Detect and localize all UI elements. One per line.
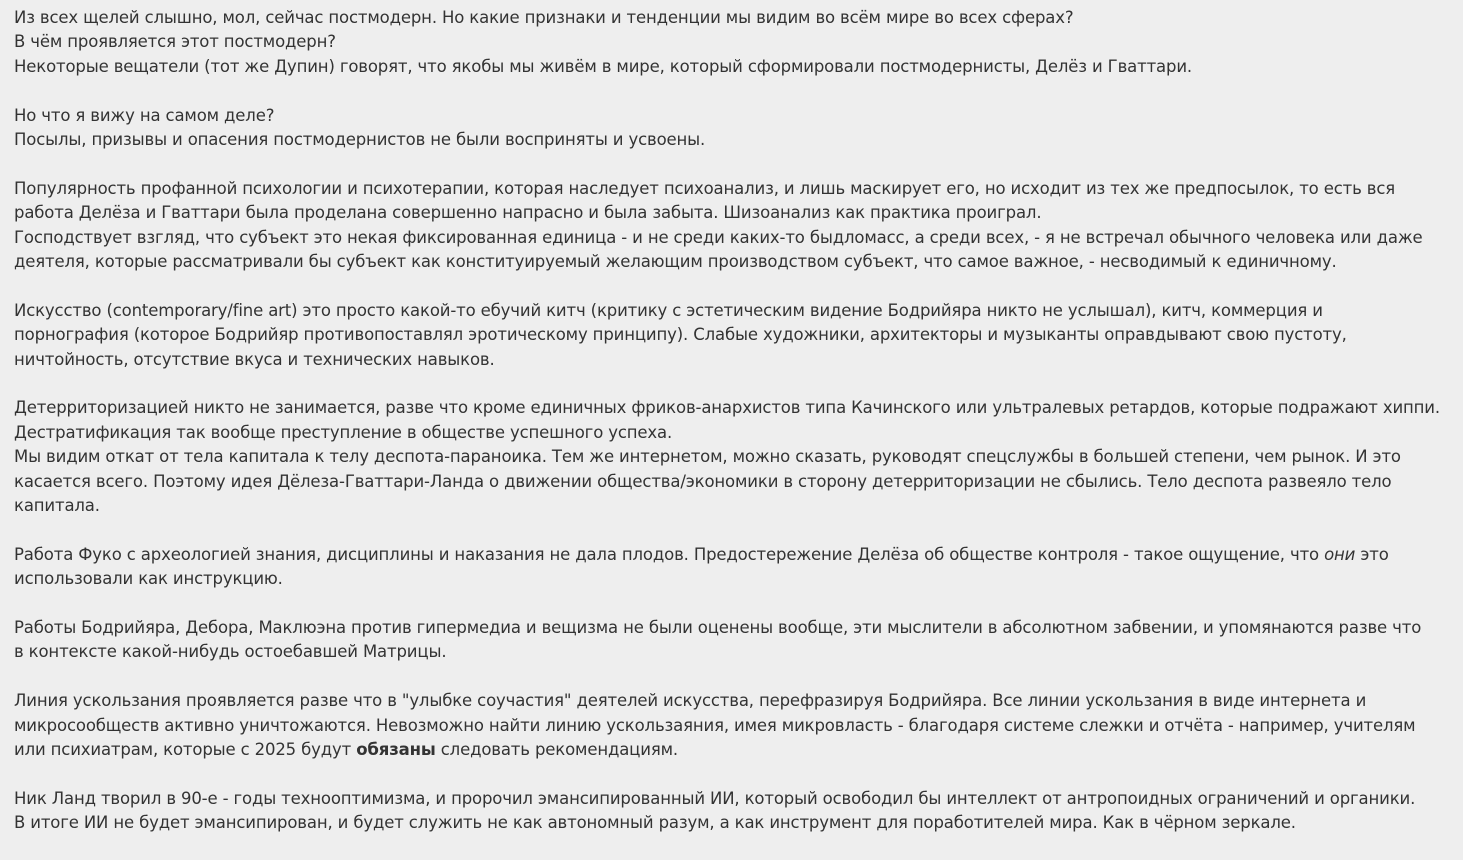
text-line: Дестратификация так вообще преступление в обществе успешного успеха.: [14, 422, 673, 442]
text-line: Искусство (contemporary/fine art) это просто какой-то ебучий китч (критику с эстетическим видение Бодрийяра никто не услышал), китч, коммерция и: [14, 300, 1323, 320]
text-line: Ник Ланд творил в 90-е - годы технооптимизма, и пророчил эмансипированный ИИ, который освободил бы интеллект от антропоидных ограничений и органики.: [14, 788, 1416, 808]
paragraph: [14, 6, 1454, 79]
post-body: [14, 6, 1454, 860]
text-line: [14, 543, 1454, 567]
text-line: Из всех щелей слышно, мол, сейчас постмодерн. Но какие признаки и тенденции мы видим во всём мире во всех сферах?: [14, 8, 1074, 27]
text-line: капитала.: [14, 496, 100, 516]
text-segment: Работа Фуко с археологией знания, дисциплины и наказания не дала плодов. Предостережение Делёза об обществе контроля - такое ощущение, что: [14, 544, 1325, 564]
text-line: Господствует взгляд, что субъект это некая фиксированная единица - и не среди каких-то быдломасс, а среди всех, - я не встречал обычного человека или даже: [14, 227, 1423, 247]
text-line: Работы Бодрийяра, Дебора, Маклюэна против гипермедиа и вещизма не были оценены вообще, эти мыслители в абсолютном забвении, и упомянаются разве что: [14, 618, 1422, 638]
text-line: ничтойность, отсутствие вкуса и технических навыков.: [14, 349, 495, 369]
paragraph: [14, 177, 1454, 275]
paragraph: [14, 616, 1454, 665]
text-line: микросообществ активно уничтожаются. Невозможно найти линию ускользаяния, имея микровласть - благодаря системе слежки и отчёта - например, учителям: [14, 715, 1416, 735]
bold-emphasis: обязаны: [356, 740, 436, 760]
text-line: [14, 738, 1454, 762]
paragraph: [14, 299, 1454, 372]
text-line: порнография (которое Бодрийяр противопоставлял эротическому принципу). Слабые художники, архитекторы и музыканты оправдывают свою пустоту,: [14, 325, 1347, 345]
paragraph: [14, 104, 1454, 153]
text-line: в контексте какой-нибудь остоебавшей Матрицы.: [14, 642, 447, 662]
text-line: деятеля, которые рассматривали бы субъект как конституируемый желающим производством субъект, что самое важное, - несводимый к единичному.: [14, 252, 1337, 272]
text-line: Мы видим откат от тела капитала к телу деспота-параноика. Тем же интернетом, можно сказать, руководят спецслужбы в большей степени, чем рынок. И это: [14, 447, 1401, 467]
paragraph: [14, 787, 1454, 836]
text-line: Некоторые вещатели (тот же Дупин) говорят, что якобы мы живём в мире, который сформировали постмодернисты, Делёз и Гваттари.: [14, 56, 1193, 76]
text-line: касается всего. Поэтому идея Дёлеза-Гваттари-Ланда о движении общества/экономики в сторону детерриторизации не сбылись. Тело деспота развеяло тело: [14, 471, 1392, 491]
text-line: В чём проявляется этот постмодерн?: [14, 32, 336, 52]
text-line: Посылы, призывы и опасения постмодернистов не были восприняты и усвоены.: [14, 130, 706, 150]
text-segment: следовать рекомендациям.: [435, 740, 679, 760]
paragraph: [14, 543, 1454, 592]
paragraph: [14, 396, 1454, 518]
text-segment: это: [1355, 544, 1389, 564]
text-line: использовали как инструкцию.: [14, 569, 283, 589]
text-line: работа Делёза и Гваттари была проделана совершенно напрасно и была забыта. Шизоанализ как практика проиграл.: [14, 203, 1042, 223]
text-line: Популярность профанной психологии и психотерапии, которая наследует психоанализ, и лишь маскирует его, но исходит из тех же предпосылок, то есть вся: [14, 178, 1396, 198]
text-line: Детерриторизацией никто не занимается, разве что кроме единичных фриков-анархистов типа Качинского или ультралевых ретардов, которые подражают хиппи.: [14, 398, 1440, 418]
text-line: Но что я вижу на самом деле?: [14, 105, 275, 125]
italic-emphasis: они: [1324, 544, 1356, 564]
text-line: В итоге ИИ не будет эмансипирован, и будет служить не как автономный разум, а как инструмент для поработителей мира. Как в чёрном зеркале.: [14, 813, 1296, 833]
text-segment: или психиатрам, которые с 2025 будут: [14, 740, 357, 760]
paragraph: [14, 689, 1454, 762]
text-line: Линия ускользания проявляется разве что в "улыбке соучастия" деятелей искусства, перефразируя Бодрийяра. Все линии ускользания в виде интернета и: [14, 691, 1367, 711]
